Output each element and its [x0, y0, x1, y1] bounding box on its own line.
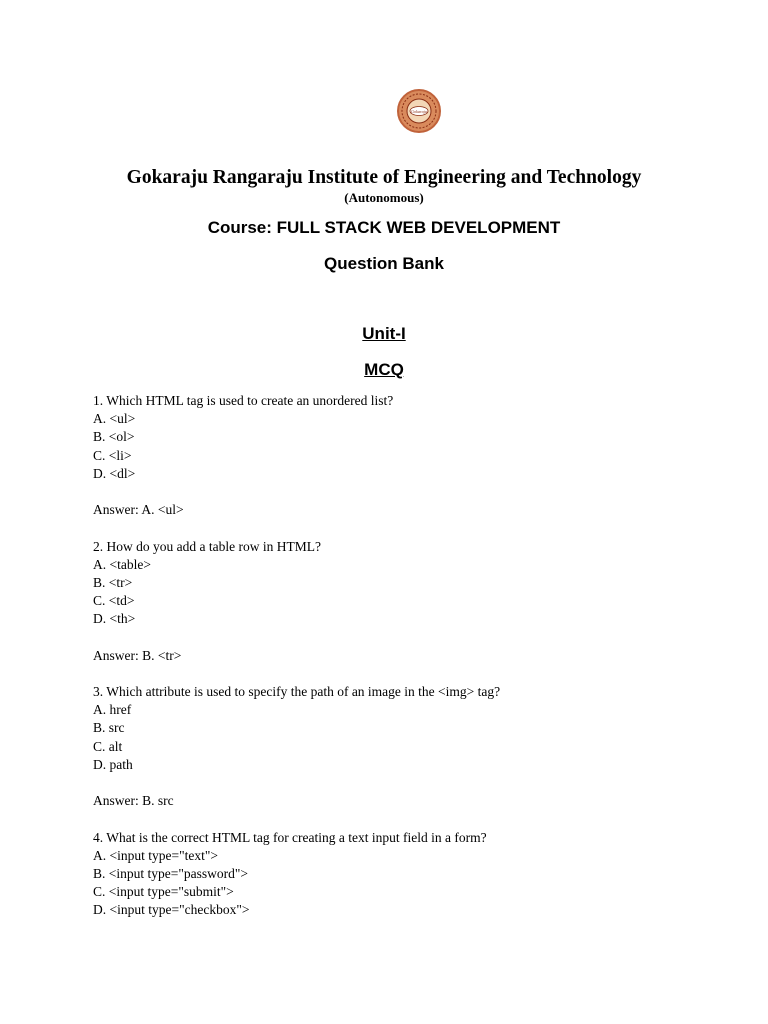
spacer	[93, 628, 733, 646]
option-b: B. <tr>	[93, 574, 133, 590]
question-list	[93, 392, 733, 919]
answer-text: Answer: B. <tr>	[93, 647, 182, 663]
option-d: D. <th>	[93, 611, 136, 627]
spacer	[93, 774, 733, 792]
answer-text: Answer: A. <ul>	[93, 502, 184, 518]
course-title: Course: FULL STACK WEB DEVELOPMENT	[207, 218, 561, 237]
question-text: 3. Which attribute is used to specify the path of an image in the <img> tag?	[93, 684, 501, 699]
answer-text: Answer: B. src	[93, 793, 174, 809]
question-bank-title: Question Bank	[324, 254, 444, 273]
svg-text:Gokaraju: Gokaraju	[410, 109, 428, 114]
spacer	[93, 519, 733, 537]
mcq-heading: MCQ	[364, 360, 404, 379]
question-item	[93, 538, 733, 684]
option-d: D. <dl>	[93, 465, 136, 481]
option-c: C. <input type="submit">	[93, 884, 234, 900]
question-item	[93, 829, 733, 920]
question-text: 2. How do you add a table row in HTML?	[93, 538, 321, 554]
option-a: A. <table>	[93, 556, 151, 572]
question-item	[93, 683, 733, 829]
spacer	[93, 665, 733, 683]
option-d: D. <input type="checkbox">	[93, 902, 250, 918]
option-b: B. <input type="password">	[93, 865, 248, 881]
option-d: D. path	[93, 756, 133, 772]
option-c: C. alt	[93, 738, 123, 754]
question-text: 1. Which HTML tag is used to create an unordered list?	[93, 393, 394, 408]
spacer	[93, 810, 733, 828]
question-item	[93, 392, 733, 538]
option-b: B. src	[93, 720, 125, 736]
option-c: C. <li>	[93, 447, 132, 463]
option-c: C. <td>	[93, 593, 135, 609]
unit-heading: Unit-I	[362, 324, 406, 343]
spacer	[93, 483, 733, 501]
option-a: A. <input type="text">	[93, 847, 218, 863]
institute-name: Gokaraju Rangaraju Institute of Engineering and Technology	[126, 167, 642, 188]
autonomous-label: (Autonomous)	[344, 190, 424, 205]
college-seal-logo	[396, 88, 442, 134]
option-a: A. href	[93, 702, 132, 718]
option-a: A. <ul>	[93, 411, 136, 427]
question-text: 4. What is the correct HTML tag for creating a text input field in a form?	[93, 829, 487, 845]
option-b: B. <ol>	[93, 429, 135, 445]
